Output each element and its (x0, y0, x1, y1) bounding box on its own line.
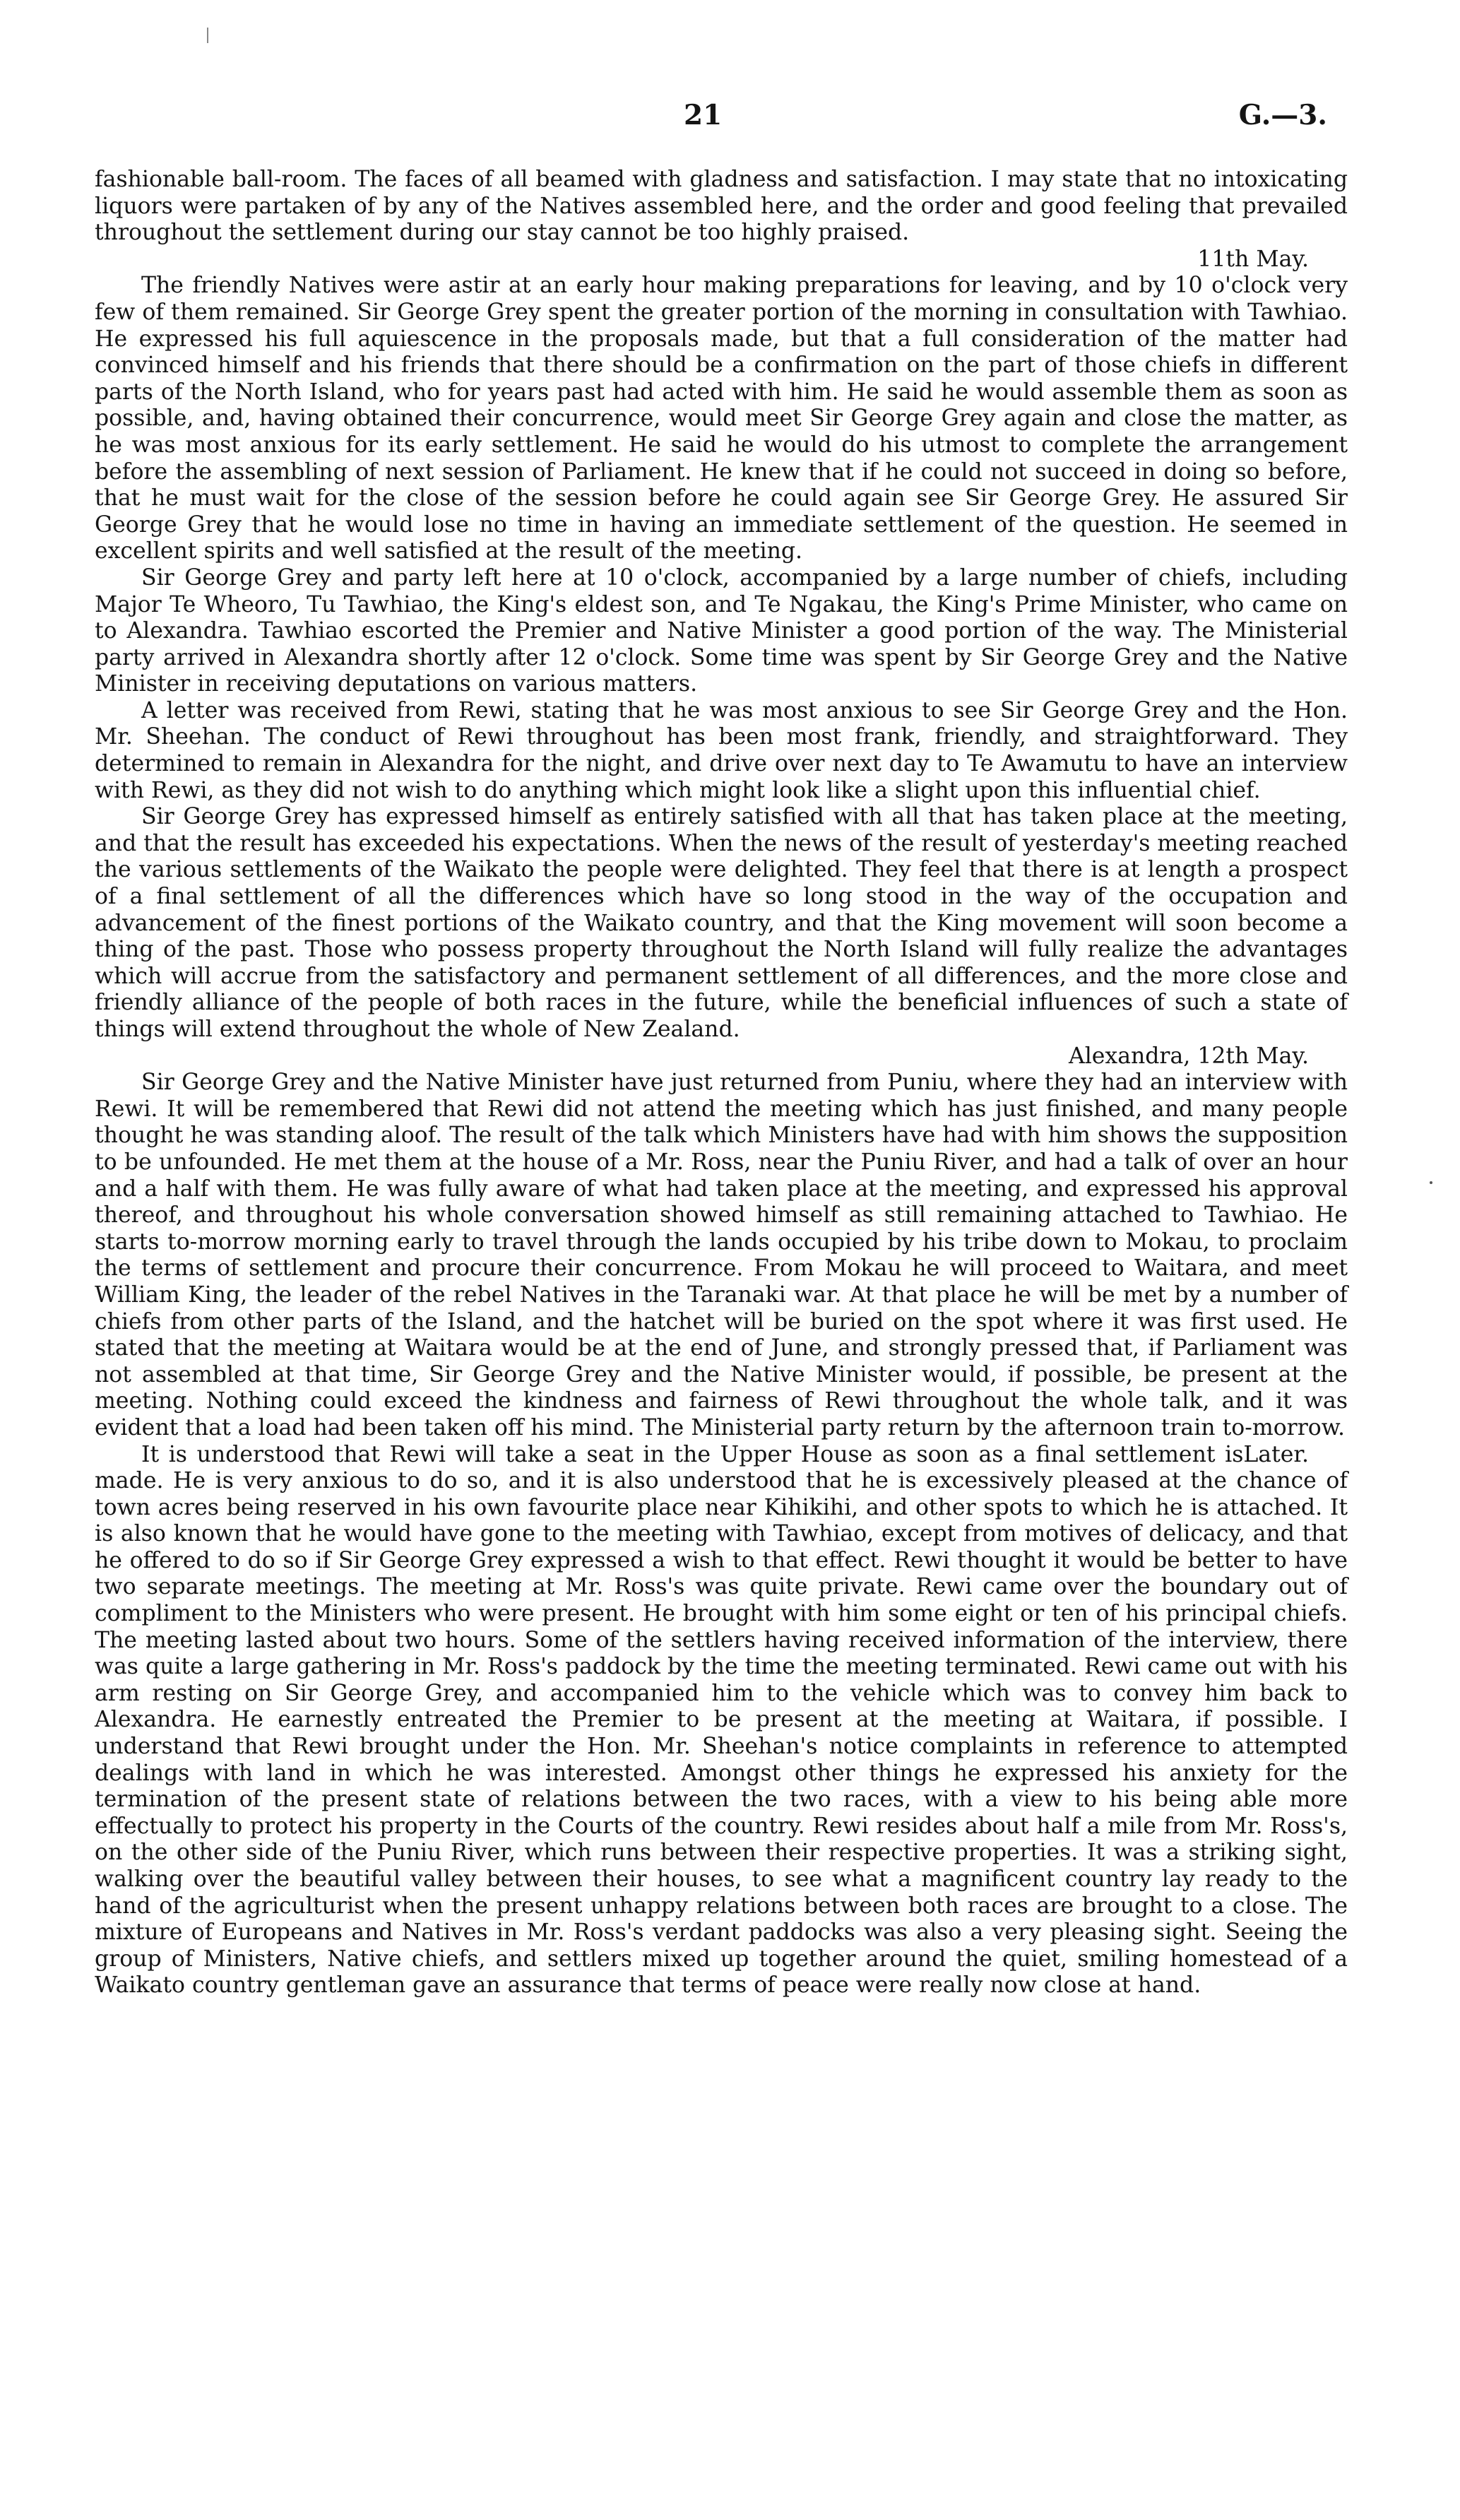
dateline-later: Later. (1243, 1441, 1309, 1467)
paragraph-7: It is understood that Rewi will take a seat in the Upper House as soon as a final settlement is made. He is very anxious to do so, and it is also understood that he is excessively pleased at the chance of town acres being reserved in his own favourite place near Kihikihi, and other spots to which he is attached. It is also known that he would have gone to the meeting with Tawhiao, except from motives of delicacy, and that he offered to do so if Sir George Grey expressed a wish to that effect. Rewi thought it would be better to have two separate meetings. The meeting at Mr. Ross's was quite private. Rewi came over the boundary out of compliment to the Ministers who were present. He brought with him some eight or ten of his principal chiefs. The meeting lasted about two hours. Some of the settlers having received information of the interview, there was quite a large gathering in Mr. Ross's paddock by the time the meeting terminated. Rewi came out with his arm resting on Sir George Grey, and accompanied him to the vehicle which was to convey him back to Alexandra. He earnestly entreated the Premier to be present at the meeting at Waitara, if possible. I understand that Rewi brought under the Hon. Mr. Sheehan's notice complaints in reference to attempted dealings with land in which he was interested. Amongst other things he expressed his anxiety for the termination of the present state of relations between the two races, with a view to his being able more effectually to protect his property in the Courts of the country. Rewi resides about half a mile from Mr. Ross's, on the other side of the Puniu River, which runs between their respective properties. It was a striking sight, walking over the beautiful valley between their houses, to see what a magnificent country lay ready to the hand of the agriculturist when the present unhappy relations between both races are brought to a close. The mixture of Europeans and Natives in Mr. Ross's verdant paddocks was also a very pleasing sight. Seeing the group of Ministers, Native chiefs, and settlers mixed up together around the quiet, smiling homestead of a Waikato country gentleman gave an assurance that terms of peace were really now close at hand. (95, 1441, 1348, 1999)
paragraph-4: A letter was received from Rewi, stating that he was most anxious to see Sir George Grey and the Hon. Mr. Sheehan. The conduct of Rewi throughout has been most frank, friendly, and straightforward. They determined to remain in Alexandra for the night, and drive over next day to Te Awamutu to have an interview with Rewi, as they did not wish to do anything which might look like a slight upon this influential chief. (95, 697, 1348, 803)
paragraph-5: Sir George Grey has expressed himself as entirely satisfied with all that has taken place at the meeting, and that the result has exceeded his expectations. When the news of the result of yesterday's meeting reached the various settlements of the Waikato the people were delighted. They feel that there is at length a prospect of a final settlement of all the differences which have so long stood in the way of the occupation and advancement of the finest portions of the Waikato country, and that the King movement will soon become a thing of the past. Those who possess property throughout the North Island will fully realize the advantages which will accrue from the satisfactory and permanent settlement of all differences, and the more close and friendly alliance of the people of both races in the future, while the beneficial influences of such a state of things will extend throughout the whole of New Zealand. (95, 804, 1348, 1042)
scan-mark (207, 28, 208, 43)
paragraph-3: Sir George Grey and party left here at 10 o'clock, accompanied by a large number of chiefs, including Major Te Wheoro, Tu Tawhiao, the King's eldest son, and Te Ngakau, the King's Prime Minister, who came on to Alexandra. Tawhiao escorted the Premier and Native Minister a good portion of the way. The Ministerial party arrived in Alexandra shortly after 12 o'clock. Some time was spent by Sir George Grey and the Native Minister in receiving deputations on various matters. (95, 564, 1348, 697)
page-header (0, 99, 1460, 134)
paragraph-6-text: Sir George Grey and the Native Minister have just returned from Puniu, where they had an interview with Rewi. It will be remembered that Rewi did not attend the meeting which has just finished, and many people thought he was standing aloof. The result of the talk which Ministers have had with him shows the supposition to be unfounded. He met them at the house of a Mr. Ross, near the Puniu River, and had a talk of over an hour and a half with them. He was fully aware of what had taken place at the meeting, and expressed his approval thereof, and throughout his whole conversation showed himself as still remaining attached to Tawhiao. He starts to-morrow morning early to travel through the lands occupied by his tribe down to Mokau, to proclaim the terms of settlement and procure their concurrence. From Mokau he will proceed to Waitara, and meet William King, the leader of the rebel Natives in the Taranaki war. At that place he will be met by a number of chiefs from other parts of the Island, and the hatchet will be buried on the spot where it was first used. He stated that the meeting at Waitara would be at the end of June, and strongly pressed that, if Parliament was not assembled at that time, Sir George Grey and the Native Minister would, if possible, be present at the meeting. Nothing could exceed the kindness and fairness of Rewi throughout the whole talk, and it was evident that a load had been taken off his mind. The Ministerial party return by the afternoon train to-morrow. (95, 1070, 1348, 1441)
dateline-alexandra-12th-may: Alexandra, 12th May. (1068, 1043, 1309, 1069)
dateline-11th-may: 11th May. (1197, 246, 1309, 272)
document-reference: G.—3. (1238, 99, 1327, 131)
paragraph-1: fashionable ball-room. The faces of all beamed with gladness and satisfaction. I may state that no intoxicating liquors were partaken of by any of the Natives assembled here, and the order and good feeling that prevailed throughout the settlement during our stay cannot be too highly praised. (95, 167, 1348, 246)
page-number: 21 (684, 99, 723, 131)
paragraph-6 (95, 1070, 1348, 1467)
article-body (95, 167, 1348, 1999)
margin-mark (1430, 1181, 1432, 1184)
paragraph-2: The friendly Natives were astir at an early hour making preparations for leaving, and by 10 o'clock very few of them remained. Sir George Grey spent the greater portion of the morning in consultation with Tawhiao. He expressed his full aquiescence in the proposals made, but that a full consideration of the matter had convinced himself and his friends that there should be a confirmation on the part of those chiefs in different parts of the North Island, who for years past had acted with him. He said he would assemble them as soon as possible, and, having obtained their concurrence, would meet Sir George Grey again and close the matter, as he was most anxious for its early settlement. He said he would do his utmost to complete the arrangement before the assembling of next session of Parliament. He knew that if he could not succeed in doing so before, that he must wait for the close of the session before he could again see Sir George Grey. He assured Sir George Grey that he would lose no time in having an immediate settlement of the question. He seemed in excellent spirits and well satisfied at the result of the meeting. (95, 273, 1348, 564)
